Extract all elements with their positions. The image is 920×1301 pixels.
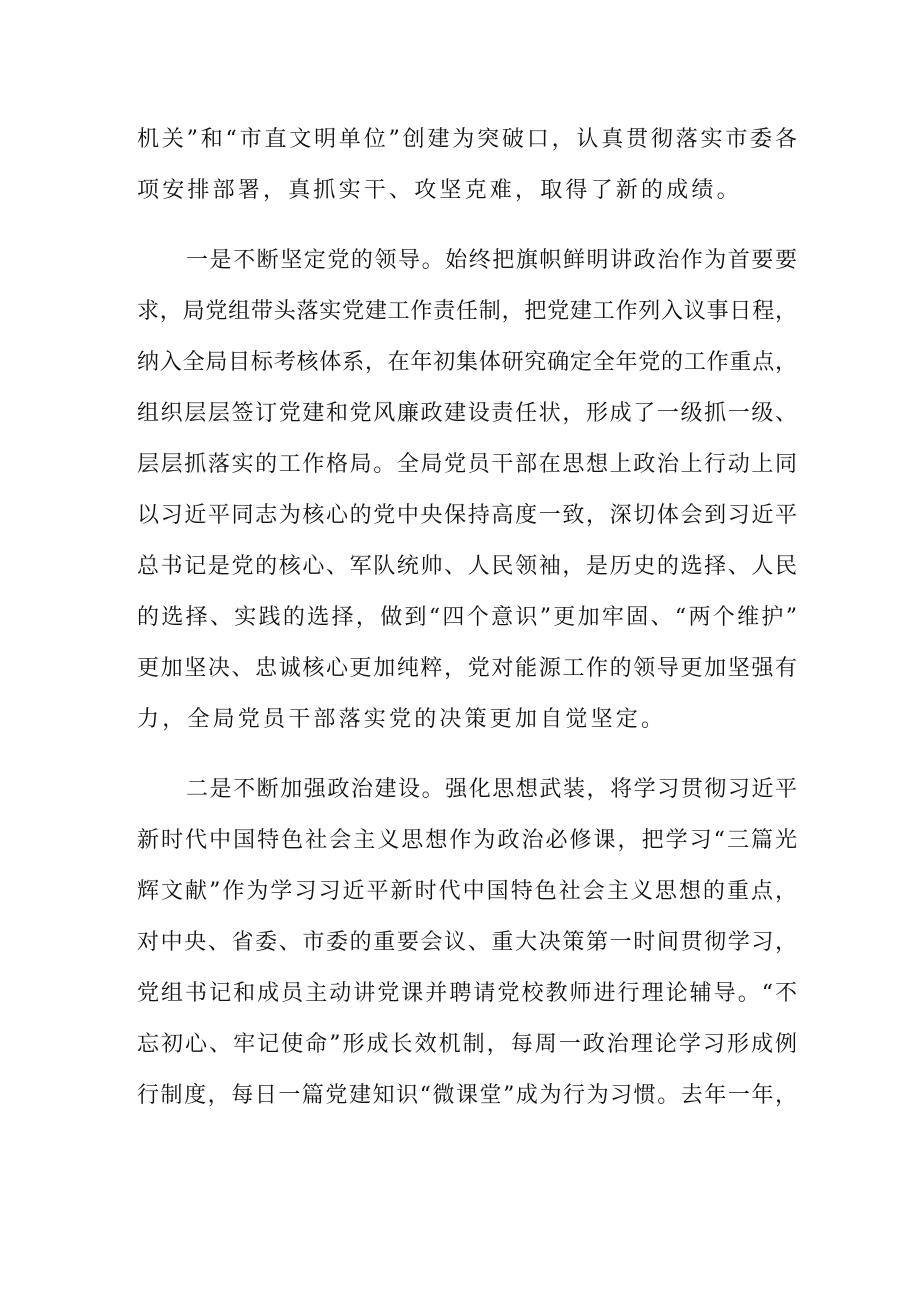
text-line: 项安排部署，真抓实干、攻坚克难，取得了新的成绩。: [137, 178, 742, 203]
text-line: 总书记是党的核心、军队统帅、人民领袖，是历史的选择、人民: [137, 554, 797, 579]
text-line: 对中央、省委、市委的重要会议、重大决策第一时间贯彻学习，: [137, 930, 797, 955]
text-line: 辉文献”作为学习习近平新时代中国特色社会主义思想的重点，: [137, 879, 797, 904]
text-line: 纳入全局目标考核体系，在年初集体研究确定全年党的工作重点，: [137, 350, 797, 375]
text-line: 层层抓落实的工作格局。全局党员干部在思想上政治上行动上同: [137, 452, 797, 477]
text-line: 更加坚决、忠诚核心更加纯粹，党对能源工作的领导更加坚强有: [137, 656, 797, 681]
text-line: 力，全局党员干部落实党的决策更加自觉坚定。: [137, 707, 667, 732]
text-line: 求，局党组带头落实党建工作责任制，把党建工作列入议事日程，: [137, 299, 797, 324]
text-line: 新时代中国特色社会主义思想作为政治必修课，把学习“三篇光: [137, 828, 797, 853]
paragraph-2-first-line: 二是不断加强政治建设。强化思想武装，将学习贯彻习近平: [186, 777, 797, 802]
text-line: 的选择、实践的选择，做到“四个意识”更加牢固、“两个维护”: [137, 605, 797, 630]
paragraph-1-first-line: 一是不断坚定党的领导。始终把旗帜鲜明讲政治作为首要要: [186, 248, 797, 273]
text-line: 行制度，每日一篇党建知识“微课堂”成为行为习惯。去年一年，: [137, 1083, 797, 1108]
text-line: 机关”和“市直文明单位”创建为突破口，认真贯彻落实市委各: [137, 127, 797, 152]
text-line: 以习近平同志为核心的党中央保持高度一致，深切体会到习近平: [137, 503, 797, 528]
text-line: 组织层层签订党建和党风廉政建设责任状，形成了一级抓一级、: [137, 401, 797, 426]
text-line: 忘初心、牢记使命”形成长效机制，每周一政治理论学习形成例: [137, 1032, 797, 1057]
text-line: 党组书记和成员主动讲党课并聘请党校教师进行理论辅导。“不: [137, 981, 797, 1006]
